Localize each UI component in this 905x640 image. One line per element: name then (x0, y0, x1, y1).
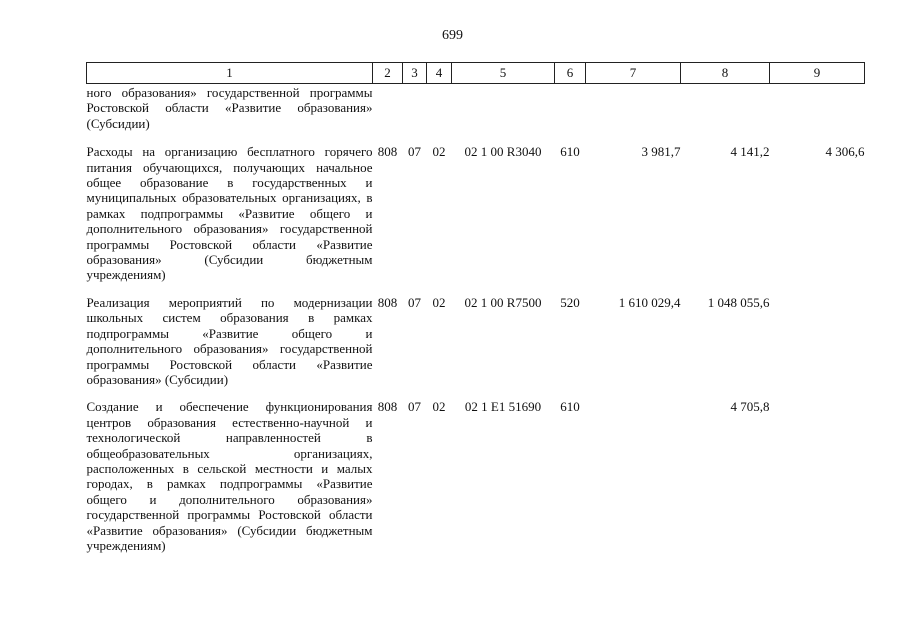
column-header-8: 8 (681, 63, 770, 84)
row-amount-year3 (770, 295, 865, 399)
row-expense-type (555, 84, 586, 145)
row-section-code: 07 (408, 144, 421, 160)
row-expense-type: 610 (560, 144, 580, 160)
column-header-5: 5 (452, 63, 555, 84)
column-header-7: 7 (586, 63, 681, 84)
row-amount-year2: 4 141,2 (730, 144, 770, 160)
page-number: 699 (442, 28, 463, 43)
row-amount-year1: 1 610 029,4 (618, 294, 681, 310)
row-ministry-code: 808 (377, 144, 398, 160)
row-ministry-code: 808 (377, 294, 398, 310)
column-header-6: 6 (555, 63, 586, 84)
row-section-code (403, 84, 427, 145)
row-amount-year1 (586, 399, 681, 553)
table-header (87, 63, 865, 84)
row-description: Реализация мероприятий по модернизации школьных систем образования в рамках подпрограммы «Развитие общего и дополнительного образования» государственной программы Ростовской области «Развитие образования» (Субсидии) (86, 294, 373, 387)
header-row (87, 63, 865, 84)
row-expense-type: 520 (560, 294, 580, 310)
row-amount-year3: 4 306,6 (825, 144, 865, 160)
column-header-9: 9 (770, 63, 865, 84)
row-amount-year1 (586, 84, 681, 145)
column-header-4: 4 (427, 63, 452, 84)
row-subsection-code: 02 (432, 399, 446, 415)
row-amount-year2: 4 705,8 (730, 399, 770, 415)
row-expense-type: 610 (560, 399, 580, 415)
table-row (87, 144, 865, 295)
row-description: Расходы на организацию бесплатного горячего питания обучающихся, получающих начальное общее образование в государственных и муниципальных образовательных организациях, в рамках подпрограммы «Развитие общего и дополнительного образования» государственной программы Ростовской области «Развитие образования» (Субсидии бюджетным учреждениям) (86, 144, 373, 283)
row-section-code: 07 (408, 294, 421, 310)
column-header-1: 1 (87, 63, 373, 84)
table-row (87, 295, 865, 399)
row-amount-year3 (770, 399, 865, 553)
row-amount-year2 (681, 84, 770, 145)
row-description: Создание и обеспечение функционирования центров образования естественно-научной и технологической направленностей в общеобразовательных организациях, расположенных в сельской местности и малых городах, в рамках подпрограммы «Развитие общего и дополнительного образования» государственной программы Ростовской области «Развитие образования» (Субсидии бюджетным учреждениям) (86, 399, 373, 553)
row-amount-year1: 3 981,7 (641, 144, 681, 160)
row-amount-year3 (770, 84, 865, 145)
row-target-article: 02 1 00 R7500 (464, 294, 542, 310)
column-header-3: 3 (403, 63, 427, 84)
row-section-code: 07 (408, 399, 421, 415)
row-target-article: 02 1 E1 51690 (464, 399, 542, 415)
table-row (87, 84, 865, 145)
table-row (87, 399, 865, 553)
row-subsection-code: 02 (432, 294, 446, 310)
row-target-article: 02 1 00 R3040 (464, 144, 542, 160)
budget-table (86, 62, 865, 553)
row-description: ного образования» государственной программы Ростовской области «Развитие образования» (Субсидии) (86, 85, 373, 131)
row-ministry-code (373, 84, 403, 145)
table-body (87, 84, 865, 554)
row-subsection-code: 02 (432, 144, 446, 160)
row-amount-year2: 1 048 055,6 (707, 294, 770, 310)
row-ministry-code: 808 (377, 399, 398, 415)
column-header-2: 2 (373, 63, 403, 84)
row-subsection-code (427, 84, 452, 145)
row-target-article (452, 84, 555, 145)
